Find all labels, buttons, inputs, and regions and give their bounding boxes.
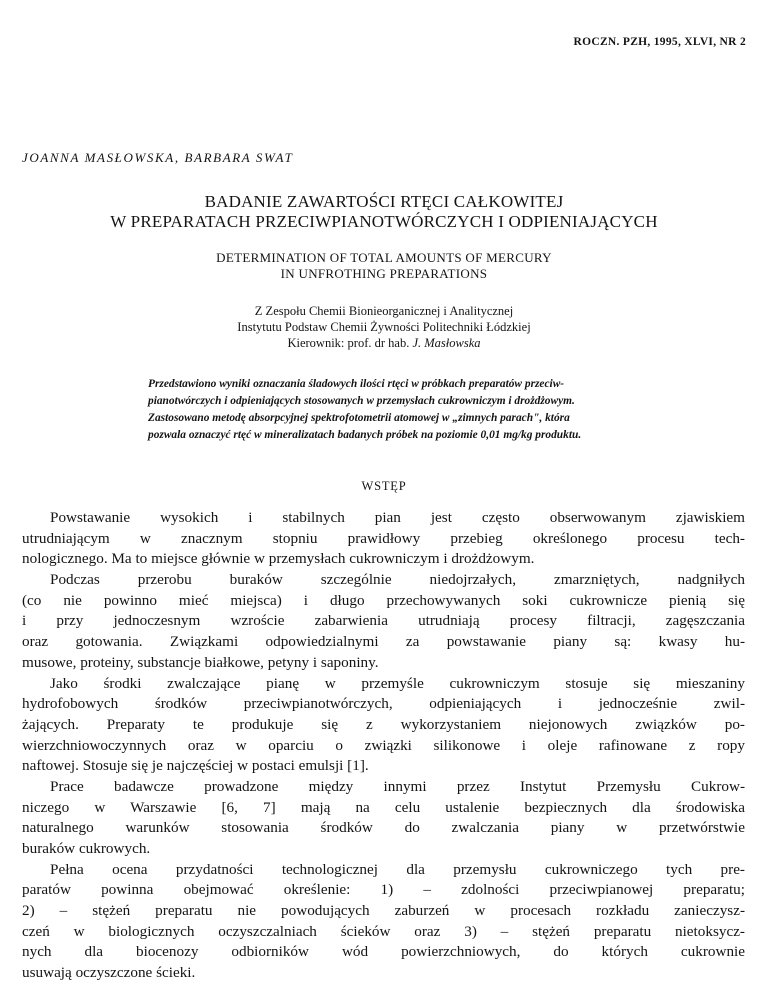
- section-heading: WSTĘP: [361, 479, 407, 493]
- body-line: usuwają oczyszczone ścieki.: [22, 964, 196, 982]
- abstract-line: pianotwórczych i odpieniających stosowanych w przemysłach cukrowniczym i drożdżowym.: [148, 395, 575, 407]
- body-line: Powstawanie wysokich i stabilnych pian jest często obserwowanym zjawiskiem: [50, 509, 745, 526]
- abstract: [148, 376, 748, 444]
- body-line: wierzchniowoczynnych oraz w oparciu o związki silikonowe i oleje rafinowane z ropy: [22, 736, 745, 754]
- body-line: nologicznego. Ma to miejsce głównie w przemysłach cukrowniczym i drożdżowym.: [22, 550, 535, 568]
- body-line: hydrofobowych środków przeciwpianotwórczych, odpieniających i jednocześnie zwil-: [22, 695, 745, 713]
- body-text: [0, 508, 745, 984]
- body-line: musowe, proteiny, substancje białkowe, petyny i saponiny.: [22, 653, 379, 671]
- body-line: 2) – stężeń preparatu nie powodujących zaburzeń w procesach rozkładu zanieczysz-: [22, 902, 745, 920]
- body-line: oraz gotowania. Związkami odpowiedzialnymi za powstawanie piany są: kwasy hu-: [22, 633, 745, 651]
- body-line: niczego w Warszawie [6, 7] mają na celu ustalenie bezpiecznych dla środowiska: [22, 798, 745, 816]
- abstract-line: Przedstawiono wyniki oznaczania śladowych ilości rtęci w próbkach preparatów przeciw-: [148, 378, 565, 390]
- supervisor-prefix: Kierownik: prof. dr hab.: [287, 336, 413, 350]
- body-line: i przy jednoczesnym wzroście zabarwienia utrudniają procesy filtracji, zagęszczania: [22, 612, 745, 630]
- title-polish-line-2: W PREPARATACH PRZECIWPIANOTWÓRCZYCH I ODPIENIAJĄCYCH: [110, 212, 658, 231]
- body-line: Pełna ocena przydatności technologicznej dla przemysłu cukrowniczego tych pre-: [50, 860, 745, 878]
- body-line: (co nie powinno mieć miejsca) i długo przechowywanych soki cukrownicze pienią się: [22, 591, 745, 609]
- body-line: Podczas przerobu buraków szczególnie niedojrzałych, zmarzniętych, nadgniłych: [50, 571, 745, 589]
- title-polish: [0, 192, 768, 232]
- affiliation-line-3: [0, 335, 768, 351]
- affiliation-line-2: Instytutu Podstaw Chemii Żywności Politechniki Łódzkiej: [237, 320, 531, 334]
- authors: JOANNA MASŁOWSKA, BARBARA SWAT: [22, 150, 294, 165]
- body-line: paratów powinna obejmować określenie: 1) – zdolności przeciwpianowej preparatu;: [22, 881, 745, 899]
- affiliation: [0, 303, 768, 351]
- body-line: utrudniającym w znacznym stopniu prawidłowy przebieg określonego procesu tech-: [22, 529, 745, 547]
- running-head: ROCZN. PZH, 1995, XLVI, NR 2: [573, 36, 746, 48]
- body-line: czeń w biologicznych oczyszczalniach ścieków oraz 3) – stężeń preparatu nietoksycz-: [22, 922, 745, 940]
- abstract-line: pozwala oznaczyć rtęć w mineralizatach badanych próbek na poziomie 0,01 mg/kg produktu.: [148, 429, 582, 441]
- body-line: Jako środki zwalczające pianę w przemyśle cukrowniczym stosuje się mieszaniny: [50, 674, 745, 692]
- title-english-line-2: IN UNFROTHING PREPARATIONS: [280, 266, 488, 281]
- body-line: naftowej. Stosuje się je najczęściej w postaci emulsji [1].: [22, 757, 369, 775]
- body-line: naturalnego warunków stosowania środków do zwalczania piany w przetwórstwie: [22, 819, 745, 837]
- body-line: nych dla biocenozy odbiorników wód powierzchniowych, do których cukrownie: [22, 943, 745, 961]
- abstract-line: Zastosowano metodę absorpcyjnej spektrofotometrii atomowej w „zimnych parach", która: [148, 412, 570, 424]
- title-english: [0, 250, 768, 282]
- affiliation-line-1: Z Zespołu Chemii Bionieorganicznej i Analitycznej: [254, 304, 514, 318]
- body-line: buraków cukrowych.: [22, 840, 151, 857]
- body-line: Prace badawcze prowadzone między innymi przez Instytut Przemysłu Cukrow-: [50, 777, 745, 795]
- title-polish-line-1: BADANIE ZAWARTOŚCI RTĘCI CAŁKOWITEJ: [204, 192, 564, 211]
- supervisor-name: J. Masłowska: [412, 336, 481, 350]
- title-english-line-1: DETERMINATION OF TOTAL AMOUNTS OF MERCURY: [216, 250, 552, 265]
- body-line: żających. Preparaty te produkuje się z wykorzystaniem niejonowych związków po-: [22, 715, 745, 733]
